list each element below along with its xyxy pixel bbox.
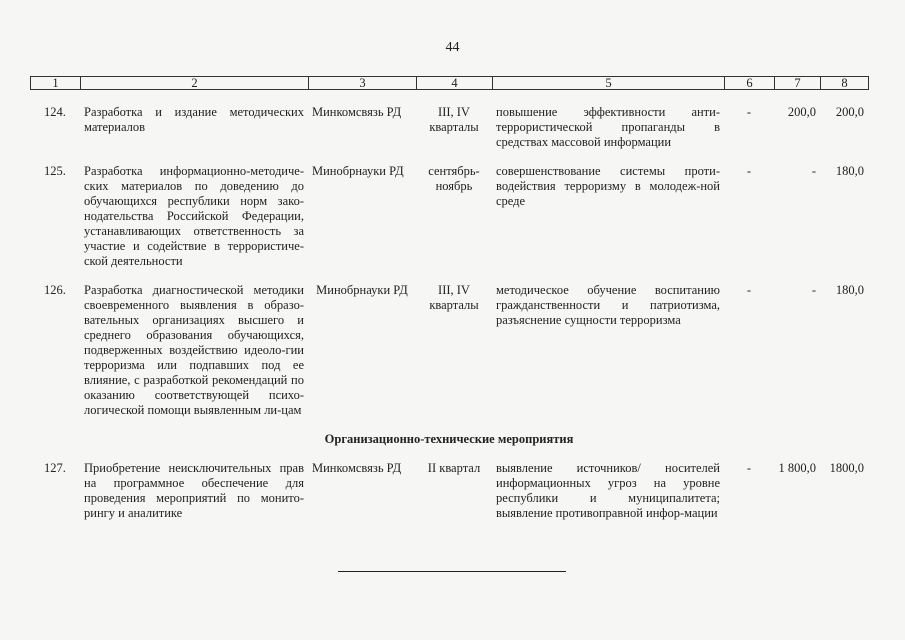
row-number: 127.	[44, 461, 66, 475]
value-col7: 200,0	[787, 105, 816, 119]
table-row	[30, 283, 868, 418]
table-row	[30, 461, 868, 521]
row-number: 125.	[44, 164, 66, 178]
section-title: Организационно-технические мероприятия	[324, 432, 574, 446]
section-row	[30, 432, 868, 447]
measure-name: Разработка информационно-методиче-ских материалов по доведению до обучающихся республики норм зако-нодательства Российской Федерации, устанавливающих ответственность за участие и содействие в террористиче-ской деятельности	[84, 164, 304, 268]
measures-table	[30, 105, 868, 521]
expected-result: выявление источников/ носителей информационных угроз на уровне республики и муниципалитета; выявление противоправной инфор-мации	[496, 461, 720, 520]
column-header-3: 3	[309, 77, 417, 90]
column-header-4: 4	[417, 77, 493, 90]
executor: Минобрнауки РД	[312, 164, 404, 178]
measure-name: Приобретение неисключительных прав на программное обеспечение для проведения мероприятий по монито-рингу и аналитике	[84, 461, 304, 520]
value-col7: 1 800,0	[778, 461, 816, 475]
term: сентябрь-ноябрь	[428, 164, 480, 193]
measure-name: Разработка диагностической методики своевременного выявления в образо-вательных организациях высшего и среднего образования обучающихся, подверженных воздействию идеоло-гии терроризма или подпавших под ее влияние, с разработкой рекомендаций по оказанию соответствующей психо-логической помощи выявленным ли-цам	[84, 283, 304, 417]
value-col8: 200,0	[835, 105, 864, 119]
column-header-8: 8	[821, 77, 869, 90]
value-col6: -	[746, 461, 752, 475]
end-divider-line	[338, 571, 566, 572]
value-col7: -	[811, 164, 816, 178]
value-col8: 180,0	[835, 164, 864, 178]
table-row	[30, 164, 868, 269]
term: III, IV кварталы	[429, 105, 479, 134]
table-row	[30, 105, 868, 150]
value-col8: 1800,0	[829, 461, 864, 475]
executor: Минкомсвязь РД	[312, 461, 402, 475]
column-header-2: 2	[81, 77, 309, 90]
value-col6: -	[746, 105, 752, 119]
column-header-row	[30, 76, 869, 90]
executor: Минобрнауки РД	[316, 283, 408, 297]
term: II квартал	[427, 461, 481, 475]
expected-result: повышение эффективности анти-террористической пропаганды в средствах массовой информации	[496, 105, 720, 149]
column-header-7: 7	[775, 77, 821, 90]
value-col6: -	[746, 164, 752, 178]
value-col7: -	[811, 283, 816, 297]
page-number: 44	[445, 40, 460, 55]
executor: Минкомсвязь РД	[312, 105, 402, 119]
measure-name: Разработка и издание методических материалов	[84, 105, 304, 134]
term: III, IV кварталы	[429, 283, 479, 312]
row-number: 124.	[44, 105, 66, 119]
value-col6: -	[746, 283, 752, 297]
row-number: 126.	[44, 283, 66, 297]
expected-result: совершенствование системы проти-водействия терроризму в молодеж-ной среде	[496, 164, 720, 208]
column-header-6: 6	[725, 77, 775, 90]
expected-result: методическое обучение воспитанию гражданственности и патриотизма, разъяснение сущности терроризма	[496, 283, 720, 327]
value-col8: 180,0	[835, 283, 864, 297]
column-header-1: 1	[31, 77, 81, 90]
column-header-5: 5	[493, 77, 725, 90]
